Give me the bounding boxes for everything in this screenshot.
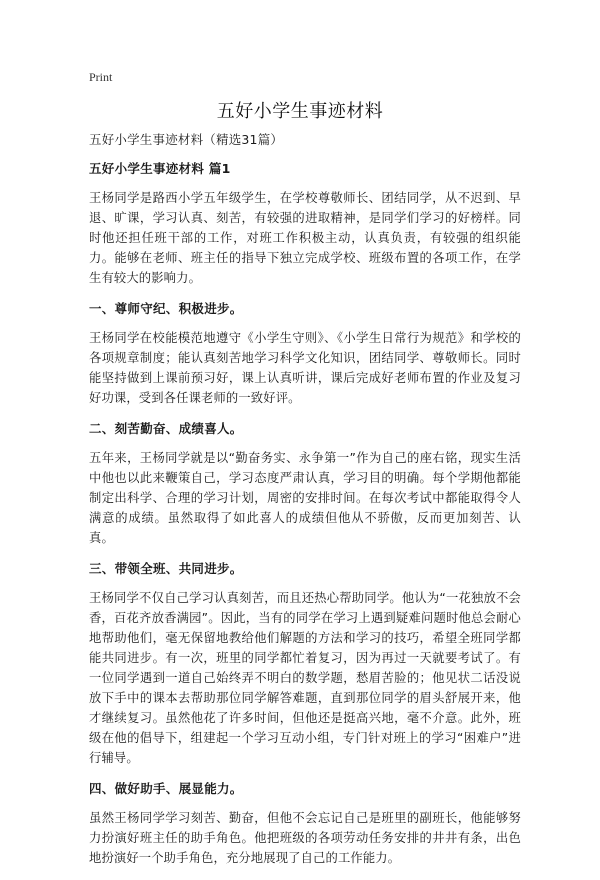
article-heading: 五好小学生事迹材料 篇1 (89, 161, 231, 176)
intro-paragraph: 王杨同学是路西小学五年级学生，在学校尊敬师长、团结同学，从不迟到、早退、旷课，学习认真、刻苦，有较强的进取精神，是同学们学习的好榜样。同时他还担任班干部的工作，对班工作积极主动，认真负责，有较强的组织能力。能够在老师、班主任的指导下独立完成学校、班级布置的各项工作，在学生有较大的影响力。 (89, 191, 521, 285)
section-heading-2: 二、刻苦勤奋、成绩喜人。 (89, 421, 243, 436)
document-subtitle: 五好小学生事迹材料（精选31篇） (89, 132, 284, 147)
section-4-paragraph: 虽然王杨同学学习刻苦、勤奋，但他不会忘记自己是班里的副班长，他能够努力扮演好班主任的助手角色。他把班级的各项劳动任务安排的井井有条，出色地扮演好一个助手角色，充分地展现了自己的工作能力。 (89, 811, 521, 865)
section-3-paragraph: 王杨同学不仅自己学习认真刻苦，而且还热心帮助同学。他认为“一花独放不会香，百花齐放香满园”。因此，当有的同学在学习上遇到疑难问题时他总会耐心地帮助他们，毫无保留地教给他们解题的方法和学习的技巧，希望全班同学都能共同进步。有一次，班里的同学都忙着复习，因为再过一天就要考试了。有一位同学遇到一道自己始终弄不明白的数学题，愁眉苦脸的；他见状二话没说放下手中的课本去帮助那位同学解答难题，直到那位同学的眉头舒展开来，他才继续复习。虽然他花了许多时间，但他还是挺高兴地，毫不介意。此外，班级在他的倡导下，组建起一个学习互动小组，专门针对班上的学习“困难户”进行辅导。 (89, 591, 521, 765)
section-heading-3: 三、带领全班、共同进步。 (89, 561, 243, 576)
section-heading-4: 四、做好助手、展显能力。 (89, 781, 243, 796)
print-link[interactable]: Print (89, 70, 113, 84)
document-title: 五好小学生事迹材料 (216, 101, 384, 122)
document-body (89, 131, 521, 880)
section-2-paragraph: 五年来，王杨同学就是以“勤奋务实、永争第一”作为自己的座右铭，现实生活中他也以此来鞭策自己，学习态度严肃认真，学习目的明确。每个学期他都能制定出科学、合理的学习计划，周密的安排时间。在每次考试中都能取得令人满意的成绩。虽然取得了如此喜人的成绩但他从不骄傲，反而更加刻苦、认真。 (89, 451, 521, 545)
section-1-paragraph: 王杨同学在校能模范地遵守《小学生守则》、《小学生日常行为规范》和学校的各项规章制度；能认真刻苦地学习科学文化知识，团结同学、尊敬师长。同时能坚持做到上课前预习好，课上认真听讲，课后完成好老师布置的作业及复习好功课，受到各任课老师的一致好评。 (89, 331, 521, 405)
section-heading-1: 一、尊师守纪、积极进步。 (89, 301, 243, 316)
